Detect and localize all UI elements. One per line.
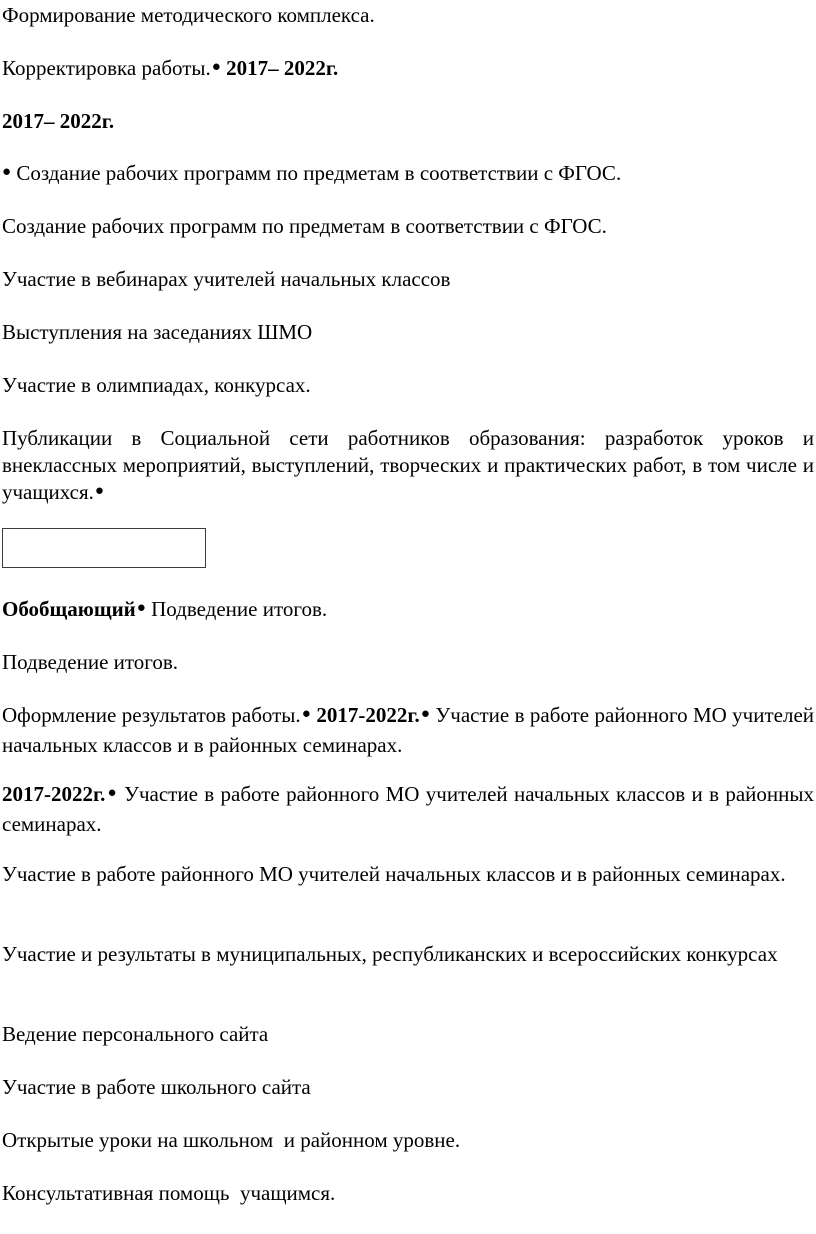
line-create-programs bbox=[2, 213, 814, 240]
line-text: Выступления на заседаниях ШМО bbox=[2, 320, 313, 344]
line-open-lessons bbox=[2, 1127, 814, 1154]
bullet-icon: ● bbox=[94, 483, 104, 499]
line-webinars bbox=[2, 266, 814, 293]
line-year-bold: 2017-2022г. bbox=[310, 703, 420, 727]
line-contests bbox=[2, 941, 814, 968]
line-text: Участие в работе районного МО учителей начальных классов и в районных семинарах. bbox=[2, 862, 786, 886]
bullet-icon: ● bbox=[420, 706, 431, 722]
line-year-bold: 2017-2022г. bbox=[2, 782, 106, 806]
line-text: Консультативная помощь учащимся. bbox=[2, 1181, 336, 1205]
line-district-mo bbox=[2, 861, 814, 888]
bullet-icon: ● bbox=[211, 59, 221, 75]
line-stage-bold: Обобщающий bbox=[2, 597, 136, 621]
line-text: Подведение итогов. bbox=[2, 650, 179, 674]
line-year-bold: 2017– 2022г. bbox=[220, 56, 339, 80]
line-years bbox=[2, 108, 814, 135]
line-text: Открытые уроки на школьном и районном уровне. bbox=[2, 1128, 461, 1152]
line-school-site bbox=[2, 1074, 814, 1101]
line-text: Участие и результаты в муниципальных, республиканских и всероссийских конкурсах bbox=[2, 942, 778, 966]
line-correction bbox=[2, 55, 814, 85]
line-summary bbox=[2, 649, 814, 676]
line-personal-site bbox=[2, 1021, 814, 1048]
line-text: Ведение персонального сайта bbox=[2, 1022, 269, 1046]
bullet-icon: ● bbox=[136, 600, 146, 616]
empty-table-cell bbox=[2, 528, 206, 568]
line-text: Создание рабочих программ по предметам в соответствии с ФГОС. bbox=[11, 161, 622, 185]
line-text: Подведение итогов. bbox=[145, 597, 328, 621]
line-forming-complex bbox=[2, 2, 814, 29]
bullet-icon: ● bbox=[301, 706, 311, 722]
line-text: Создание рабочих программ по предметам в соответствии с ФГОС. bbox=[2, 214, 607, 238]
line-create-programs-bullet bbox=[2, 160, 814, 190]
line-text: Участие в работе школьного сайта bbox=[2, 1075, 311, 1099]
bullet-icon: ● bbox=[2, 164, 12, 180]
line-text: Корректировка работы. bbox=[2, 56, 211, 80]
line-text: Участие в олимпиадах, конкурсах. bbox=[2, 373, 311, 397]
bullet-icon: ● bbox=[106, 785, 118, 801]
line-text: Публикации в Социальной сети работников образования: разработок уроков и внеклассных мероприятий, выступлений, творческих и практических работ, в том числе и учащихся. bbox=[2, 426, 814, 504]
line-results-design bbox=[2, 702, 814, 759]
line-year-bold: 2017– 2022г. bbox=[2, 109, 115, 133]
line-shmo-speeches bbox=[2, 319, 814, 346]
line-text: Участие в работе районного МО учителей начальных классов и в районных семинарах. bbox=[2, 782, 814, 836]
line-text: Участие в работе районного МО учителей начальных классов и в районных семинарах. bbox=[2, 703, 815, 757]
line-text: Формирование методического комплекса. bbox=[2, 3, 375, 27]
line-olympiads bbox=[2, 372, 814, 399]
line-publications bbox=[2, 425, 814, 509]
line-district-mo-bullet bbox=[2, 781, 814, 838]
line-generalizing bbox=[2, 596, 814, 626]
line-text: Участие в вебинарах учителей начальных классов bbox=[2, 267, 451, 291]
line-text: Оформление результатов работы. bbox=[2, 703, 301, 727]
line-consulting bbox=[2, 1180, 814, 1207]
